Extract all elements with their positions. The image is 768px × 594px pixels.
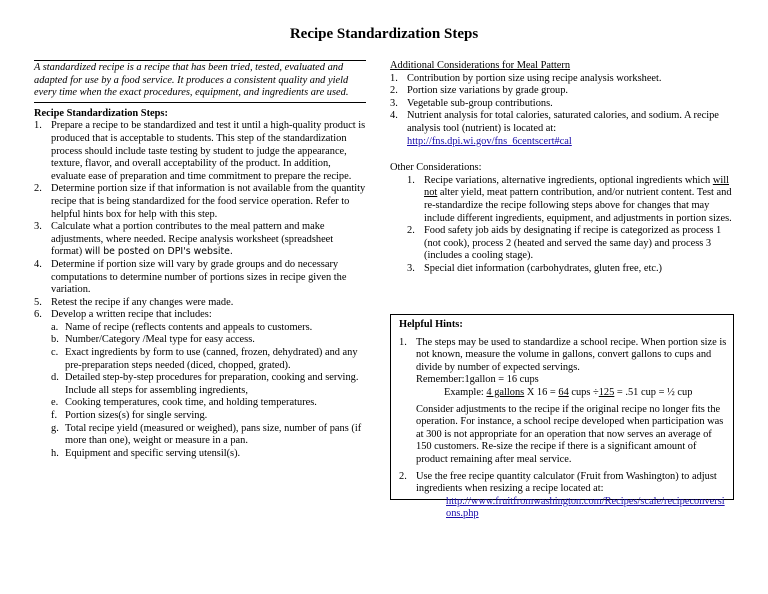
step-text: Retest the recipe if any changes were made. xyxy=(51,296,234,308)
substep-letter: f. xyxy=(51,410,58,422)
substep-item xyxy=(51,410,366,423)
substep-item xyxy=(51,397,366,410)
additional-item xyxy=(390,85,736,98)
hint-number: 2. xyxy=(399,470,407,482)
substep-item xyxy=(51,372,366,397)
example-cups: 64 xyxy=(558,386,569,398)
other-list xyxy=(407,175,736,276)
right-column xyxy=(390,60,736,276)
substep-text: Exact ingredients by form to use (canned, frozen, dehydrated) and any pre-preparation steps needed (diced, chopped, grated). xyxy=(65,347,358,371)
additional-item xyxy=(390,98,736,111)
item-number: 2. xyxy=(390,85,398,97)
emphasis-not: not xyxy=(424,187,438,199)
steps-list xyxy=(34,120,366,322)
recipe-calculator-link[interactable]: http://www.fruitfromwashington.com/Recipes/scale/recipeconversions.php xyxy=(446,495,725,520)
step-number: 5. xyxy=(34,296,42,308)
other-heading: Other Considerations: xyxy=(390,162,482,174)
example-servings: 125 xyxy=(598,386,615,398)
substep-text: Name of recipe (reflects contents and appeals to customers. xyxy=(65,321,313,333)
example-mid2: cups ÷ xyxy=(568,386,599,398)
intro-text: A standardized recipe is a recipe that has been tried, tested, evaluated and adapted for use by a food service. It produces a consistent quality and yield every time when the exact procedures, equipment, and ingredients are used. xyxy=(34,60,366,103)
other-item xyxy=(407,175,736,225)
step-number: 3. xyxy=(34,221,42,233)
item-number: 1. xyxy=(407,174,415,186)
substep-letter: g. xyxy=(51,422,59,434)
substep-letter: c. xyxy=(51,347,59,359)
emphasis-will: will xyxy=(712,174,730,186)
step-number: 2. xyxy=(34,183,42,195)
helpful-hints-box xyxy=(390,314,734,520)
hints-heading: Helpful Hints: xyxy=(399,319,463,330)
steps-heading: Recipe Standardization Steps: xyxy=(34,107,168,119)
step-text: Calculate what a portion contributes to the meal pattern and make adjustments, where needed. Recipe analysis worksheet (spreadsheet format) xyxy=(51,221,334,258)
handwritten-note: will be posted on DPI's website. xyxy=(84,246,233,258)
hints-list xyxy=(399,337,727,521)
substep-item xyxy=(51,423,366,448)
step-number: 6. xyxy=(34,309,42,321)
additional-item xyxy=(390,110,736,148)
substep-text: Total recipe yield (measured or weighed), pans size, number of pans (if more than one), weight or measure in a pan. xyxy=(65,422,362,447)
example-mid: X 16 = xyxy=(524,386,559,398)
substep-item xyxy=(51,448,366,461)
example-gallons: 4 gallons xyxy=(486,386,525,398)
hint-paragraph: Consider adjustments to the recipe if the original recipe no longer fits the operation. For instance, a school recipe developed when participation was at 300 is not appropriate for an operation that now serves an average of 150 customers. Re-size the recipe if there is a significant amount of product remaining after meal service. xyxy=(416,403,724,465)
substep-text: Number/Category /Meal type for easy access. xyxy=(65,334,255,346)
step-item xyxy=(34,309,366,322)
item-text: Nutrient analysis for total calories, saturated calories, and sodium. A recipe analysis tool (nutrient) is located at: xyxy=(407,110,719,134)
additional-heading: Additional Considerations for Meal Pattern xyxy=(390,60,571,71)
step-number: 4. xyxy=(34,258,42,270)
substeps-list xyxy=(51,322,366,461)
substep-text: Equipment and specific serving utensil(s). xyxy=(65,447,241,459)
example-label: Example: xyxy=(444,386,487,398)
step-text: Prepare a recipe to be standardized and test it until a high-quality product is produced that is acceptable to students. This step of the standardization process should include taste testing by student to judge the appearance, texture, flavor, and overall acceptability of the product. In addition, evaluate ease of preparation and time commitment to prepare the recipe. xyxy=(51,120,366,182)
step-text: Determine if portion size will vary by grade groups and do necessary computations to determine number of portions sizes in recipe given the variation. xyxy=(51,258,347,296)
item-number: 3. xyxy=(390,97,398,109)
step-number: 1. xyxy=(34,120,42,132)
item-text: Contribution by portion size using recipe analysis worksheet. xyxy=(407,72,662,84)
substep-text: Portion sizes(s) for single serving. xyxy=(65,410,208,422)
other-item xyxy=(407,225,736,263)
page-title: Recipe Standardization Steps xyxy=(289,26,479,42)
item-text: Recipe variations, alternative ingredients, optional ingredients which xyxy=(424,174,713,186)
step-item xyxy=(34,221,366,259)
substep-item xyxy=(51,322,366,335)
nutrient-tool-link[interactable]: http://fns.dpi.wi.gov/fns_6centscert#cal xyxy=(407,135,572,147)
additional-item xyxy=(390,73,736,86)
substep-letter: b. xyxy=(51,334,59,346)
hint-text: The steps may be used to standardize a school recipe. When portion size is not known, measure the volume in gallons, convert gallons to cups and divide by number of expected servings. xyxy=(416,336,727,373)
left-column xyxy=(34,60,366,460)
step-text: Develop a written recipe that includes: xyxy=(51,309,212,321)
hint-text: Use the free recipe quantity calculator (Fruit from Washington) to adjust ingredients when resizing a recipe located at: xyxy=(416,470,717,495)
item-text: Special diet information (carbohydrates, gluten free, etc.) xyxy=(424,262,663,274)
step-text: Determine portion size if that information is not available from the quantity recipe that is being standardized for the food service operation. Refer to helpful hints box for help with this step. xyxy=(51,183,366,220)
hint-number: 1. xyxy=(399,336,407,348)
substep-text: Detailed step-by-step procedures for preparation, cooking and serving. Include all steps for assembling ingredients, xyxy=(65,372,359,396)
substep-item xyxy=(51,347,366,372)
substep-letter: a. xyxy=(51,321,59,333)
example-tail: = .51 cup = ½ cup xyxy=(614,386,693,398)
hint-item xyxy=(399,471,727,521)
item-number: 2. xyxy=(407,225,415,237)
substep-item xyxy=(51,334,366,347)
remember-text: Remember:1gallon = 16 cups xyxy=(416,374,539,386)
substep-letter: h. xyxy=(51,447,59,459)
item-text: Food safety job aids by designating if recipe is categorized as process 1 (not cook), process 2 (heated and served the same day) and process 3 (includes a cooling stage). xyxy=(424,225,722,262)
step-item xyxy=(34,297,366,310)
hint-item xyxy=(399,337,727,467)
step-item xyxy=(34,183,366,221)
item-number: 3. xyxy=(407,262,415,274)
other-item xyxy=(407,263,736,276)
substep-letter: e. xyxy=(51,397,59,409)
step-item xyxy=(34,120,366,183)
additional-list xyxy=(390,73,736,149)
item-number: 4. xyxy=(390,110,398,122)
item-text: Portion size variations by grade group. xyxy=(407,85,569,97)
substep-letter: d. xyxy=(51,372,59,384)
example-line xyxy=(444,387,692,398)
substep-text: Cooking temperatures, cook time, and holding temperatures. xyxy=(65,397,317,409)
item-text-cont: alter yield, meat pattern contribution, and/or nutrient content. Test and re-standardize the recipe following steps above for changes that may include different ingredients, equipment, and adjustments in portion sizes. xyxy=(424,187,732,224)
item-text: Vegetable sub-group contributions. xyxy=(407,97,553,109)
item-number: 1. xyxy=(390,72,398,84)
step-item xyxy=(34,259,366,297)
